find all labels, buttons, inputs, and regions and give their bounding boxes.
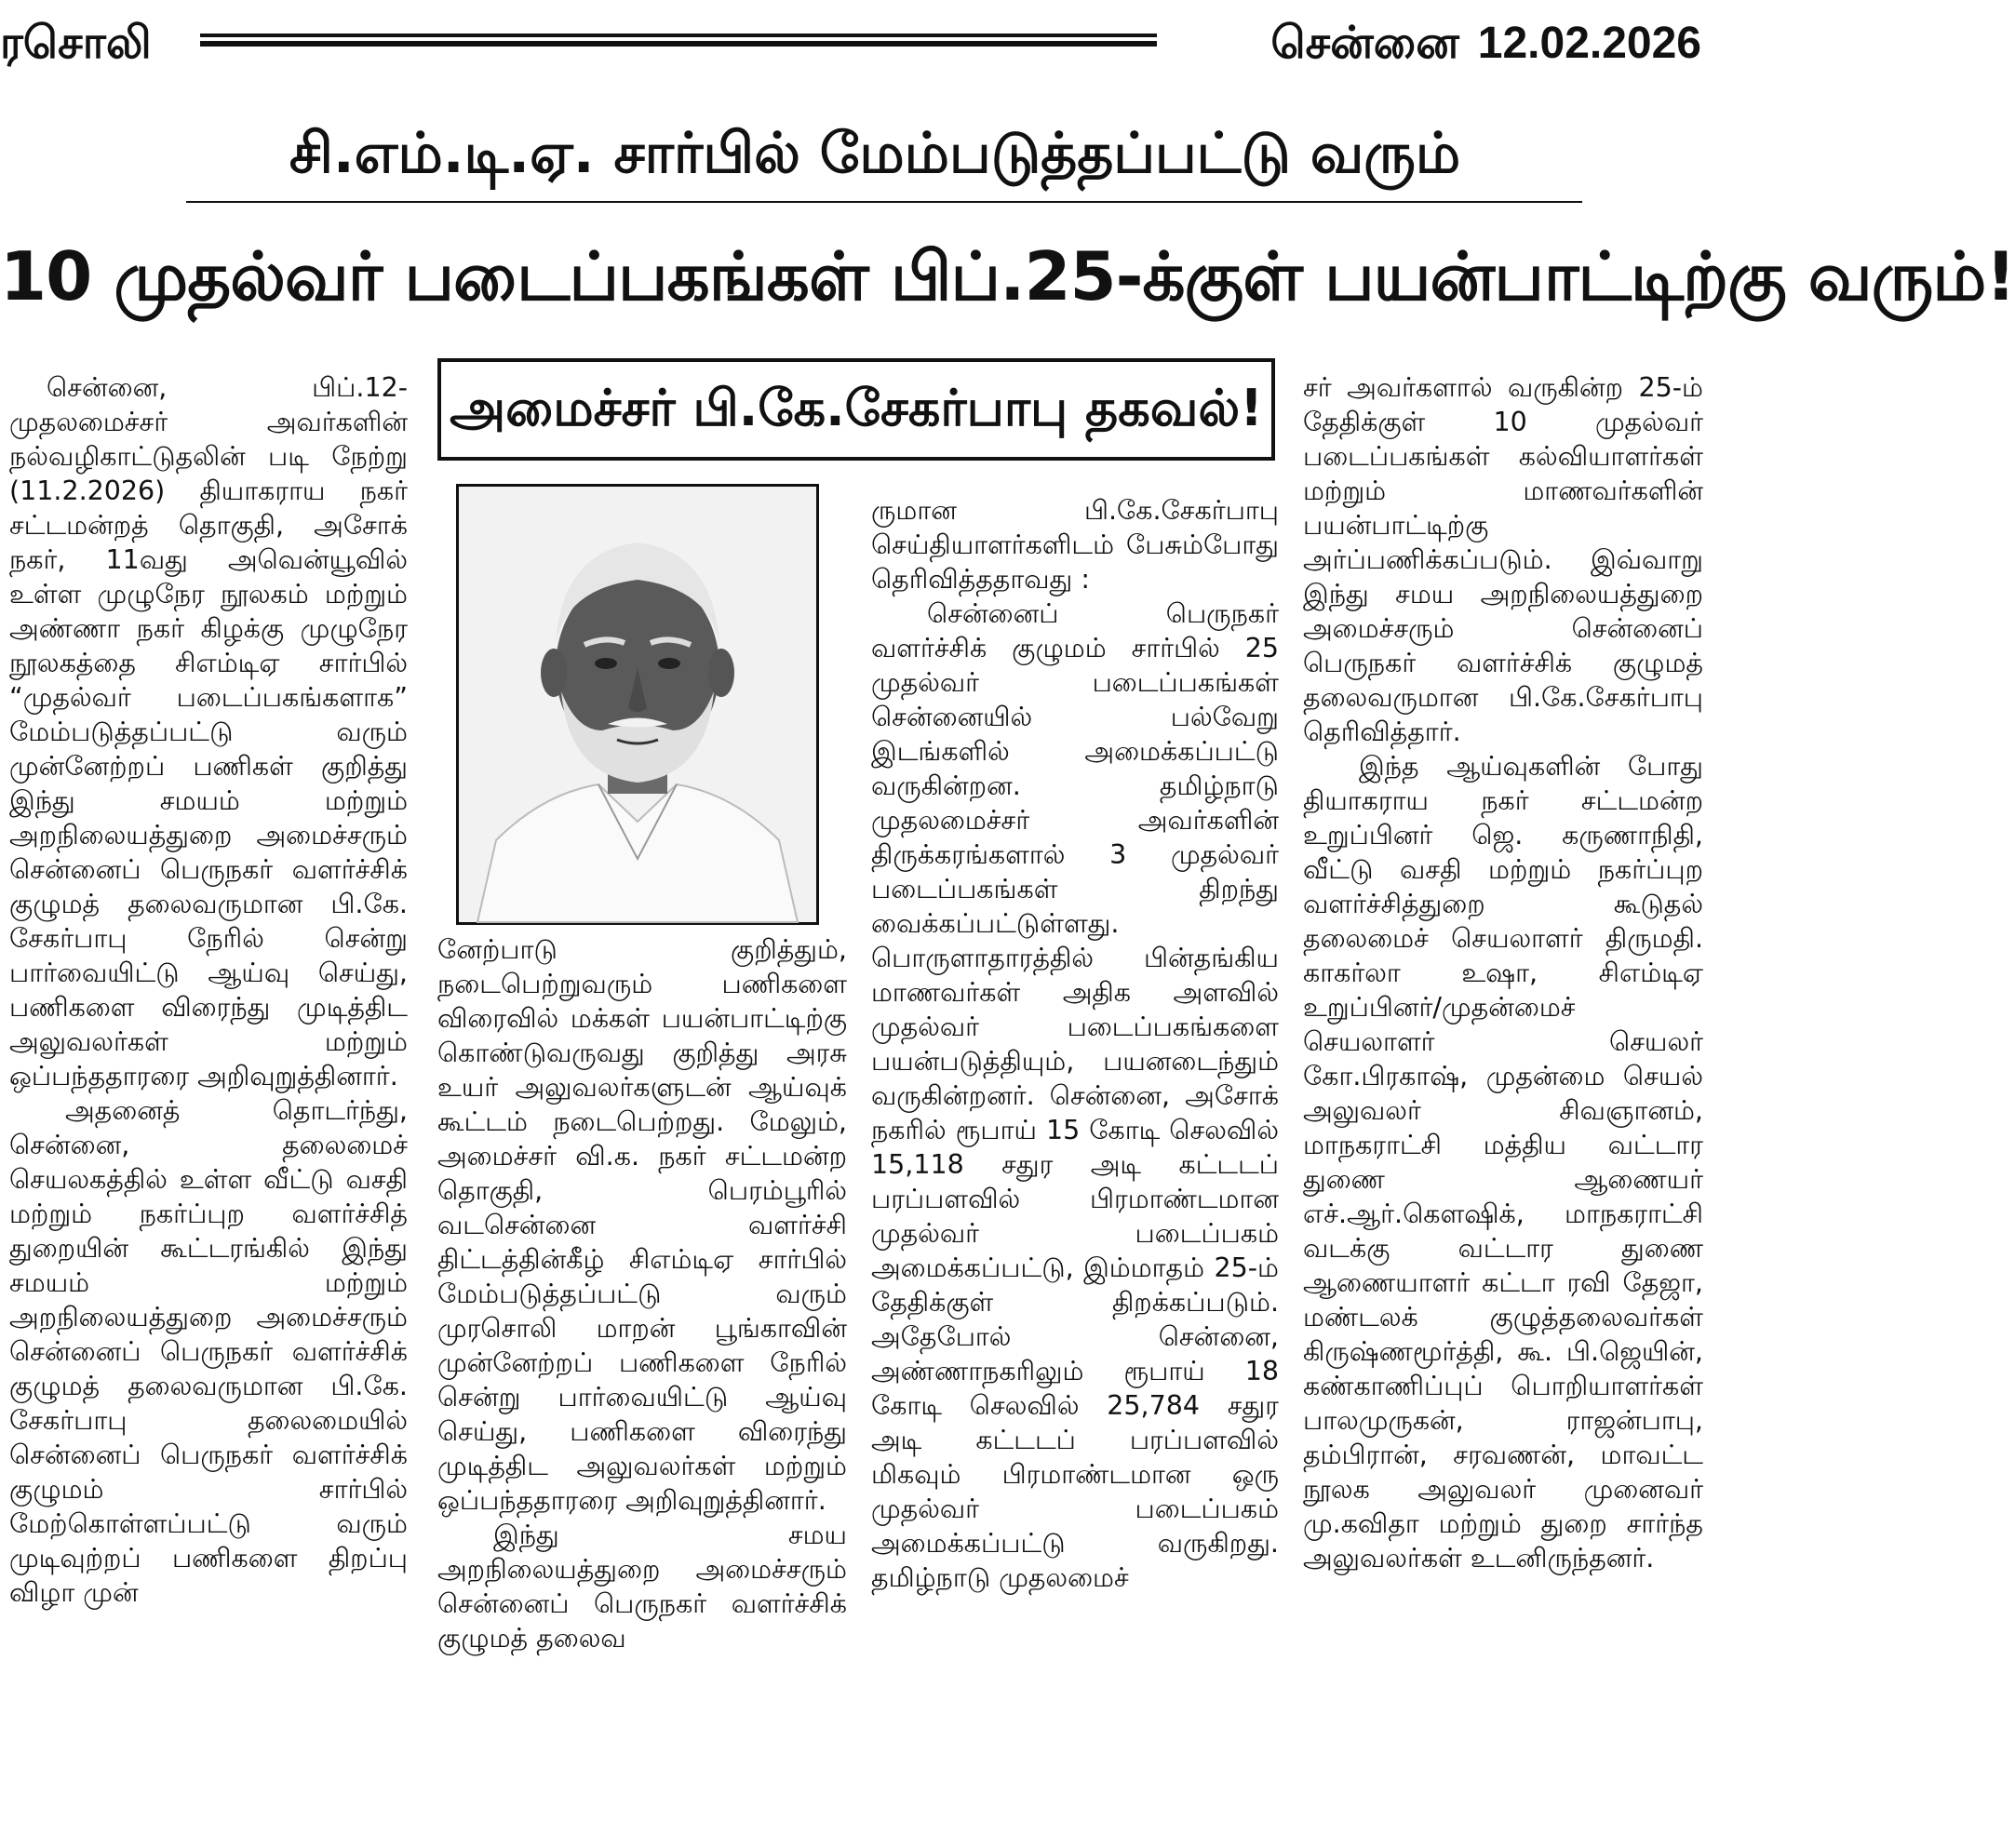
column-3-paragraph-1: ருமான பி.கே.சேகர்பாபு செய்தியாளர்களிடம் பேசும்போது தெரிவித்ததாவது : [871, 495, 1279, 595]
dateline-date: 12.02.2026 [1477, 19, 1701, 68]
subhead-text: அமைச்சர் பி.கே.சேகர்பாபு தகவல்! [450, 379, 1263, 437]
main-headline: 10 முதல்வர் படைப்பகங்கள் பிப்.25-க்குள் பயன்பாட்டிற்கு வரும்! [0, 237, 2015, 315]
portrait-photo [456, 484, 819, 925]
article-column-3 [871, 493, 1279, 1842]
portrait-icon [459, 487, 816, 922]
newspaper-name: ரசொலி [0, 17, 152, 69]
column-4-paragraph-1: சர் அவர்களால் வருகின்ற 25-ம் தேதிக்குள் 10 முதல்வர் படைப்பகங்கள் கல்வியாளர்கள் மற்றும் மாணவர்களின் பயன்பாட்டிற்கு அர்ப்பணிக்கப்படும். இவ்வாறு இந்து சமய அறநிலையத்துறை அமைச்சரும் சென்னைப் பெருநகர் வளர்ச்சிக் குழுமத் தலைவருமான பி.கே.சேகர்பாபு தெரிவித்தார். [1303, 372, 1703, 747]
column-2-paragraph-1: னேற்பாடு குறித்தும், நடைபெற்றுவரும் பணிகளை விரைவில் மக்கள் பயன்பாட்டிற்கு கொண்டுவருவது குறித்து அரசு உயர் அலுவலர்களுடன் ஆய்வுக் கூட்டம் நடைபெற்றது. மேலும், அமைச்சர் வி.க. நகர் சட்டமன்ற தொகுதி, பெரம்பூரில் வடசென்னை வளர்ச்சி திட்டத்தின்கீழ் சிஎம்டிஏ சார்பில் மேம்படுத்தப்பட்டு வரும் முரசொலி மாறன் பூங்காவின் முன்னேற்றப் பணிகளை நேரில் சென்று பார்வையிட்டு ஆய்வு செய்து, பணிகளை விரைந்து முடித்திட அலுவலர்கள் மற்றும் ஒப்பந்ததாரரை அறிவுறுத்தினார். [437, 934, 847, 1516]
kicker-divider [186, 201, 1582, 203]
column-1-paragraph-2: அதனைத் தொடர்ந்து, சென்னை, தலைமைச் செயலகத்தில் உள்ள வீட்டு வசதி மற்றும் நகர்ப்புற வளர்ச்சித் துறையின் கூட்டரங்கில் இந்து சமயம் மற்றும் அறநிலையத்துறை அமைச்சரும் சென்னைப் பெருநகர் வளர்ச்சிக் குழுமத் தலைவருமான பி.கே. சேகர்பாபு தலைமையில் சென்னைப் பெருநகர் வளர்ச்சிக் குழுமம் சார்பில் மேற்கொள்ளப்பட்டு வரும் முடிவுற்றப் பணிகளை திறப்பு விழா முன் [9, 1095, 408, 1608]
masthead [0, 0, 1711, 89]
article-column-4 [1303, 370, 1703, 1841]
column-4-paragraph-2: இந்த ஆய்வுகளின் போது தியாகராய நகர் சட்டமன்ற உறுப்பினர் ஜெ. கருணாநிதி, வீட்டு வசதி மற்றும் நகர்ப்புற வளர்ச்சித்துறை கூடுதல் தலைமைச் செயலாளர் திருமதி. காகர்லா உஷா, சிஎம்டிஏ உறுப்பினர்/முதன்மைச் செயலாளர் செயலர் கோ.பிரகாஷ், முதன்மை செயல் அலுவலர் சிவஞானம், மாநகராட்சி மத்திய வட்டார துணை ஆணையர் எச்.ஆர்.கௌஷிக், மாநகராட்சி வடக்கு வட்டார துணை ஆணையாளர் கட்டா ரவி தேஜா, மண்டலக் குழுத்தலைவர்கள் கிருஷ்ணமூர்த்தி, கூ. பி.ஜெயின், கண்காணிப்புப் பொறியாளர்கள் பாலமுருகன், ராஜன்பாபு, தம்பிரான், சரவணன், மாவட்ட நூலக அலுவலர் முனைவர் மு.கவிதா மற்றும் துறை சார்ந்த அலுவலர்கள் உடனிருந்தனர். [1303, 751, 1703, 1573]
article-column-2 [437, 932, 847, 1844]
kicker-headline: சி.எம்.டி.ஏ. சார்பில் மேம்படுத்தப்பட்டு வரும் [289, 121, 1461, 186]
column-2-paragraph-2: இந்து சமய அறநிலையத்துறை அமைச்சரும் சென்னைப் பெருநகர் வளர்ச்சிக் குழுமத் தலைவ [437, 1520, 847, 1654]
column-3-paragraph-2: சென்னைப் பெருநகர் வளர்ச்சிக் குழுமம் சார்பில் 25 முதல்வர் படைப்பகங்கள் சென்னையில் பல்வேறு இடங்களில் அமைக்கப்பட்டு வருகின்றன. தமிழ்நாடு முதலமைச்சர் அவர்களின் திருக்கரங்களால் 3 முதல்வர் படைப்பகங்கள் திறந்து வைக்கப்பட்டுள்ளது. பொருளாதாரத்தில் பின்தங்கிய மாணவர்கள் அதிக அளவில் முதல்வர் படைப்பகங்களை பயன்படுத்தியும், பயனடைந்தும் வருகின்றனர். சென்னை, அசோக் நகரில் ரூபாய் 15 கோடி செலவில் 15,118 சதுர அடி கட்டடப் பரப்பளவில் பிரமாண்டமான முதல்வர் படைப்பகம் அமைக்கப்பட்டு, இம்மாதம் 25-ம் தேதிக்குள் திறக்கப்படும். அதேபோல் சென்னை, அண்ணாநகரிலும் ரூபாய் 18 கோடி செலவில் 25,784 சதுர அடி கட்டடப் பரப்பளவில் மிகவும் பிரமாண்டமான ஒரு முதல்வர் படைப்பகம் அமைக்கப்பட்டு வருகிறது. தமிழ்நாடு முதலமைச் [871, 598, 1279, 1593]
column-1-paragraph-1: சென்னை, பிப்.12- முதலமைச்சர் அவர்களின் நல்வழிகாட்டுதலின் படி நேற்று (11.2.2026) தியாகராய நகர் சட்டமன்றத் தொகுதி, அசோக் நகர், 11வது அவென்யூவில் உள்ள முழுநேர நூலகம் மற்றும் அண்ணா நகர் கிழக்கு முழுநேர நூலகத்தை சிஎம்டிஏ சார்பில் “முதல்வர் படைப்பகங்களாக” மேம்படுத்தப்பட்டு வரும் முன்னேற்றப் பணிகள் குறித்து இந்து சமயம் மற்றும் அறநிலையத்துறை அமைச்சரும் சென்னைப் பெருநகர் வளர்ச்சிக் குழுமத் தலைவருமான பி.கே. சேகர்பாபு நேரில் சென்று பார்வையிட்டு ஆய்வு செய்து, பணிகளை விரைந்து முடித்திட அலுவலர்கள் மற்றும் ஒப்பந்ததாரரை அறிவுறுத்தினார். [9, 372, 408, 1091]
dateline [1270, 13, 1701, 74]
dateline-city: சென்னை [1270, 17, 1459, 69]
masthead-rule-middle [200, 43, 1157, 47]
subhead-box [437, 358, 1275, 461]
article-column-1 [9, 370, 408, 1841]
